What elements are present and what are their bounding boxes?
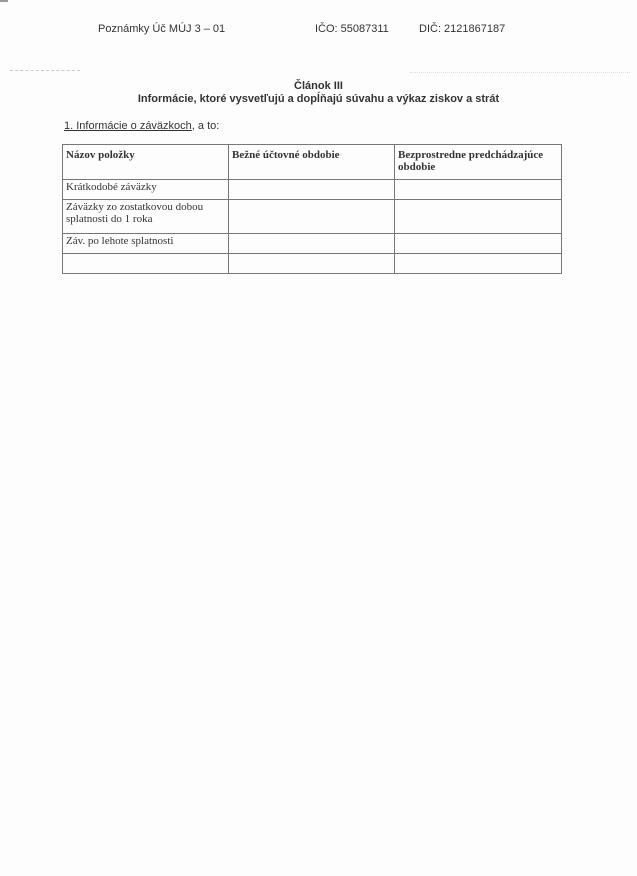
section-heading <box>64 120 219 132</box>
table-cell-item-name: Záväzky zo zostatkovou dobou splatnosti do 1 roka <box>63 200 229 234</box>
article-number: Článok III <box>294 80 343 92</box>
scan-artifact-line <box>10 70 80 71</box>
column-header-previous-period: Bezprostredne predchádzajúce obdobie <box>395 145 562 180</box>
table-cell-item-name: Krátkodobé záväzky <box>63 180 229 200</box>
table-cell-previous-period <box>395 234 562 254</box>
table-cell-previous-period <box>395 254 562 274</box>
table-cell-current-period <box>229 180 395 200</box>
header-ico: IČO: 55087311 <box>315 23 389 35</box>
table-cell-previous-period <box>395 180 562 200</box>
table-row <box>63 254 562 274</box>
table-row <box>63 200 562 234</box>
section-title-suffix: , a to: <box>191 120 220 132</box>
table-cell-current-period <box>229 200 395 234</box>
scan-corner-mark <box>0 0 8 2</box>
table-cell-item-name: Záv. po lehote splatnosti <box>63 234 229 254</box>
section-title: 1. Informácie o záväzkoch <box>64 120 192 132</box>
table-row <box>63 234 562 254</box>
table-row <box>63 180 562 200</box>
table-cell-previous-period <box>395 200 562 234</box>
scan-artifact-line <box>410 72 630 73</box>
table-header-row <box>63 145 562 180</box>
table-cell-current-period <box>229 254 395 274</box>
column-header-item-name: Názov položky <box>63 145 229 180</box>
table-cell-item-name <box>63 254 229 274</box>
article-heading: Informácie, ktoré vysvetľujú a dopĺňajú súvahu a výkaz ziskov a strát <box>137 93 500 105</box>
header-document-reference: Poznámky Úč MÚJ 3 – 01 <box>98 23 226 35</box>
header-dic: DIČ: 2121867187 <box>419 23 506 35</box>
column-header-current-period: Bežné účtovné obdobie <box>229 145 395 180</box>
table-cell-current-period <box>229 234 395 254</box>
liabilities-table <box>62 144 562 274</box>
